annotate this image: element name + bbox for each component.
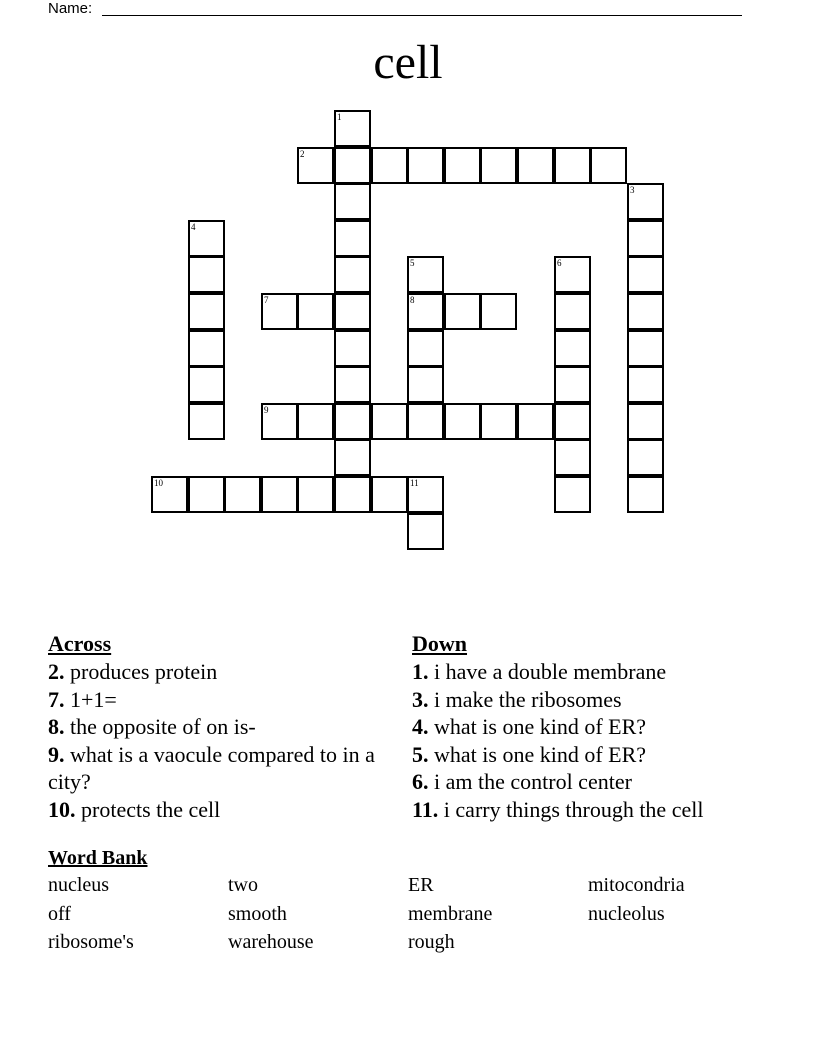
grid-cell[interactable]: [444, 293, 481, 330]
grid-cell[interactable]: [407, 476, 444, 513]
grid-cell[interactable]: [554, 330, 591, 367]
down-clue: [412, 658, 772, 686]
word-bank-item: ribosome's: [48, 931, 134, 953]
clue-number: 6.: [412, 769, 429, 794]
down-clue: [412, 768, 772, 796]
grid-cell[interactable]: [517, 403, 554, 440]
grid-cell[interactable]: [261, 403, 298, 440]
clue-text: i have a double membrane: [434, 659, 667, 684]
clue-number: 4: [191, 222, 196, 232]
grid-cell[interactable]: [554, 403, 591, 440]
clue-text: i am the control center: [434, 769, 632, 794]
grid-cell[interactable]: [407, 403, 444, 440]
across-clue: [48, 658, 383, 686]
grid-cell[interactable]: [554, 147, 591, 184]
grid-cell[interactable]: [554, 439, 591, 476]
grid-cell[interactable]: [334, 403, 371, 440]
word-bank-item: mitocondria: [588, 874, 685, 896]
grid-cell[interactable]: [627, 220, 664, 257]
down-clues: [412, 630, 772, 823]
grid-cell[interactable]: [407, 330, 444, 367]
grid-cell[interactable]: [334, 183, 371, 220]
grid-cell[interactable]: [554, 256, 591, 293]
across-clue: [48, 713, 383, 741]
grid-cell[interactable]: [151, 476, 188, 513]
grid-cell[interactable]: [407, 147, 444, 184]
page-title: cell: [373, 36, 443, 89]
clue-number: 9.: [48, 741, 65, 767]
grid-cell[interactable]: [371, 403, 408, 440]
grid-cell[interactable]: [334, 147, 371, 184]
clue-number: 2: [300, 149, 305, 159]
grid-cell[interactable]: [334, 330, 371, 367]
grid-cell[interactable]: [627, 293, 664, 330]
grid-cell[interactable]: [627, 183, 664, 220]
grid-cell[interactable]: [188, 256, 225, 293]
clue-number: 10: [154, 478, 163, 488]
word-bank-item: off: [48, 902, 71, 925]
clue-number: 8.: [48, 714, 65, 739]
word-bank-item: smooth: [228, 902, 287, 925]
grid-cell[interactable]: [480, 147, 517, 184]
grid-cell[interactable]: [297, 476, 334, 513]
grid-cell[interactable]: [334, 256, 371, 293]
grid-cell[interactable]: [590, 147, 627, 184]
clue-text: what is one kind of ER?: [434, 741, 647, 767]
clue-text: i make the ribosomes: [434, 686, 622, 712]
grid-cell[interactable]: [188, 220, 225, 257]
grid-cell[interactable]: [517, 147, 554, 184]
grid-cell[interactable]: [334, 220, 371, 257]
grid-cell[interactable]: [554, 476, 591, 513]
across-clue: [48, 796, 383, 824]
down-clue: [412, 713, 772, 741]
grid-cell[interactable]: [627, 256, 664, 293]
grid-cell[interactable]: [480, 403, 517, 440]
grid-cell[interactable]: [554, 366, 591, 403]
grid-cell[interactable]: [188, 293, 225, 330]
grid-cell[interactable]: [627, 366, 664, 403]
clue-number: 4.: [412, 714, 429, 739]
grid-cell[interactable]: [188, 403, 225, 440]
clue-number: 11.: [412, 796, 439, 822]
clue-number: 7: [264, 295, 269, 305]
grid-cell[interactable]: [188, 476, 225, 513]
clue-text: produces protein: [70, 659, 218, 684]
grid-cell[interactable]: [334, 110, 371, 147]
grid-cell[interactable]: [297, 403, 334, 440]
grid-cell[interactable]: [407, 513, 444, 550]
clue-number: 1.: [412, 659, 429, 684]
clue-text: what is a vaocule compared to in a city?: [48, 741, 375, 794]
grid-cell[interactable]: [627, 439, 664, 476]
word-bank-item: ER: [408, 874, 434, 896]
grid-cell[interactable]: [371, 476, 408, 513]
clue-number: 7.: [48, 686, 65, 712]
grid-cell[interactable]: [334, 293, 371, 330]
word-bank-item: two: [228, 874, 258, 896]
clue-text: i carry things through the cell: [443, 796, 704, 822]
word-bank: [48, 845, 768, 957]
grid-cell[interactable]: [407, 293, 444, 330]
grid-cell[interactable]: [188, 330, 225, 367]
grid-cell[interactable]: [188, 366, 225, 403]
clue-number: 5: [410, 258, 415, 268]
word-bank-item: rough: [408, 931, 455, 953]
grid-cell[interactable]: [444, 403, 481, 440]
word-bank-item: membrane: [408, 902, 493, 925]
across-clues: [48, 630, 383, 823]
clue-number: 1: [337, 112, 342, 122]
grid-cell[interactable]: [261, 476, 298, 513]
down-clue: [412, 686, 772, 714]
clue-number: 6: [557, 258, 562, 268]
clue-number: 8: [410, 295, 415, 305]
name-label: Name:: [48, 0, 93, 17]
clue-number: 9: [264, 405, 269, 415]
grid-cell[interactable]: [554, 293, 591, 330]
clue-number: 3: [630, 185, 635, 195]
across-heading: Across: [48, 631, 112, 656]
clue-number: 5.: [412, 741, 429, 767]
grid-cell[interactable]: [261, 293, 298, 330]
down-clue: [412, 796, 772, 824]
grid-cell[interactable]: [297, 293, 334, 330]
clue-number: 11: [410, 478, 419, 488]
grid-cell[interactable]: [480, 293, 517, 330]
clue-text: what is one kind of ER?: [434, 714, 647, 739]
grid-cell[interactable]: [627, 476, 664, 513]
clue-text: 1+1=: [70, 686, 117, 712]
word-bank-heading: Word Bank: [48, 847, 148, 869]
across-clue: [48, 741, 383, 796]
clue-text: protects the cell: [81, 796, 221, 822]
grid-cell[interactable]: [334, 476, 371, 513]
grid-cell[interactable]: [627, 403, 664, 440]
clue-number: 3.: [412, 686, 429, 712]
grid-cell[interactable]: [371, 147, 408, 184]
across-clue: [48, 686, 383, 714]
clue-text: the opposite of on is-: [70, 714, 256, 739]
word-bank-item: nucleolus: [588, 902, 665, 925]
grid-cell[interactable]: [407, 256, 444, 293]
clue-number: 10.: [48, 796, 76, 822]
down-clue: [412, 741, 772, 769]
grid-cell[interactable]: [444, 147, 481, 184]
word-bank-item: warehouse: [228, 931, 314, 953]
grid-cell[interactable]: [407, 366, 444, 403]
clue-number: 2.: [48, 659, 65, 684]
grid-cell[interactable]: [334, 366, 371, 403]
grid-cell[interactable]: [297, 147, 334, 184]
down-heading: Down: [412, 631, 468, 656]
word-bank-item: nucleus: [48, 874, 110, 896]
grid-cell[interactable]: [224, 476, 261, 513]
grid-cell[interactable]: [627, 330, 664, 367]
grid-cell[interactable]: [334, 439, 371, 476]
